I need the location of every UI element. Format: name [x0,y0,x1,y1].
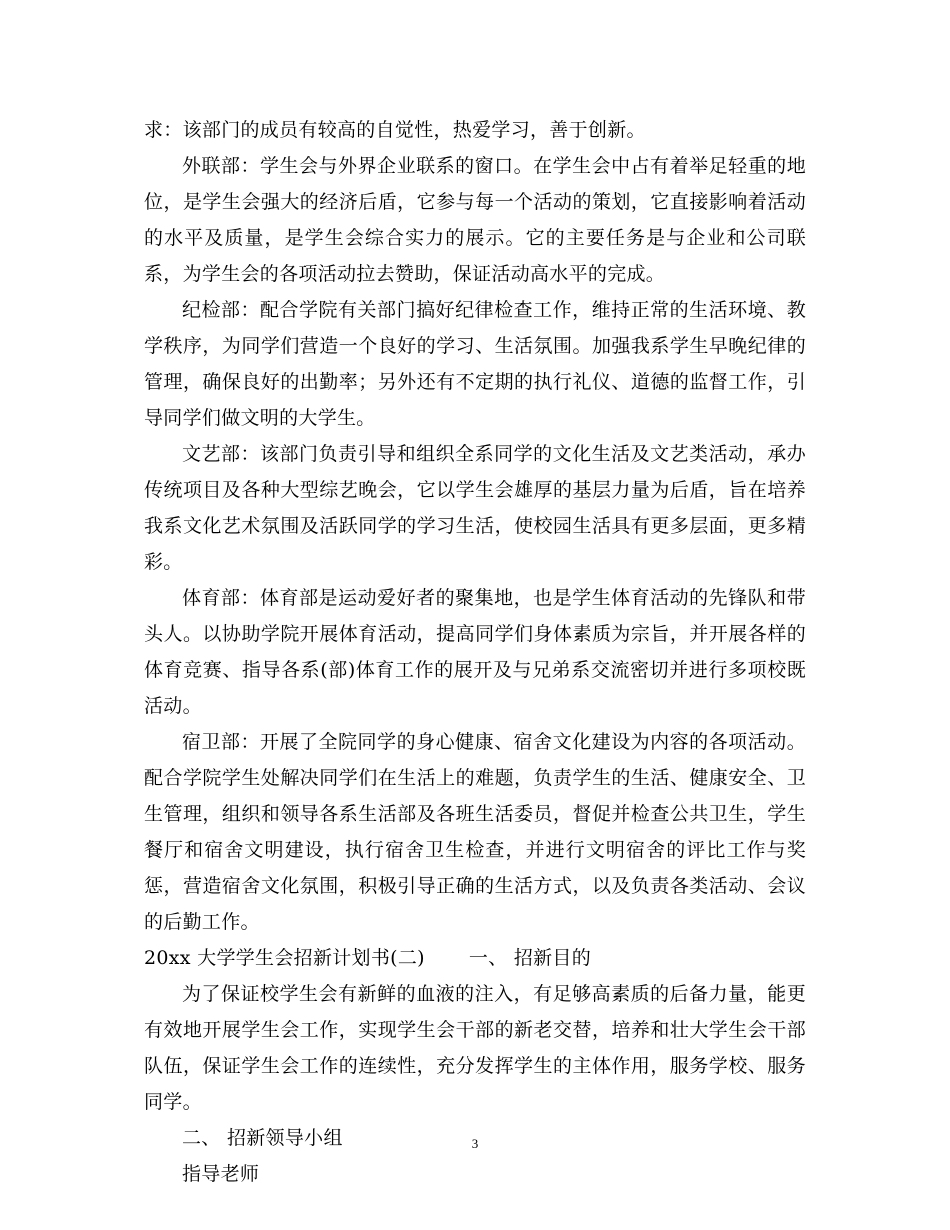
paragraph-recruit-purpose: 为了保证校学生会有新鲜的血液的注入，有足够高素质的后备力量，能更有效地开展学生会工作，实现学生会干部的新老交替，培养和壮大学生会干部队伍，保证学生会工作的连续性，充分发挥学生的主体作用，服务学校、服务同学。 [144,983,806,1113]
section-title: 20xx 大学学生会招新计划书(二) [144,947,425,969]
section-two-heading: 二、 招新领导小组 [182,1127,343,1149]
paragraph-sports: 体育部：体育部是运动爱好者的聚集地，也是学生体育活动的先锋队和带头人。以协助学院开展体育活动，提高同学们身体素质为宗旨，并开展各样的体育竞赛、指导各系(部)体育工作的展开及与兄弟系交流密切并进行多项校既活动。 [144,587,806,717]
section-one-heading: 一、 招新目的 [468,947,592,969]
paragraph-external-relations: 外联部：学生会与外界企业联系的窗口。在学生会中占有着举足轻重的地位，是学生会强大的经济后盾，它参与每一个活动的策划，它直接影响着活动的水平及质量，是学生会综合实力的展示。它的主要任务是与企业和公司联系，为学生会的各项活动拉去赞助，保证活动高水平的完成。 [144,155,806,285]
section-two-item: 指导老师 [182,1163,260,1185]
section-title-line [144,940,806,976]
paragraph-discipline: 纪检部：配合学院有关部门搞好纪律检查工作，维持正常的生活环境、教学秩序，为同学们营造一个良好的学习、生活氛围。加强我系学生早晚纪律的管理，确保良好的出勤率；另外还有不定期的执行礼仪、道德的监督工作，引导同学们做文明的大学生。 [144,299,806,429]
paragraph-arts: 文艺部：该部门负责引导和组织全系同学的文化生活及文艺类活动，承办传统项目及各种大型综艺晚会，它以学生会雄厚的基层力量为后盾，旨在培养我系文化艺术氛围及活跃同学的学习生活，使校园生活具有更多层面，更多精彩。 [144,443,806,573]
document-body [144,112,806,1192]
paragraph-dormitory: 宿卫部：开展了全院同学的身心健康、宿舍文化建设为内容的各项活动。配合学院学生处解决同学们在生活上的难题，负责学生的生活、健康安全、卫生管理，组织和领导各系生活部及各班生活委员，督促并检查公共卫生，学生餐厅和宿舍文明建设，执行宿舍卫生检查，并进行文明宿舍的评比工作与奖惩，营造宿舍文化氛围，积极引导正确的生活方式，以及负责各类活动、会议的后勤工作。 [144,731,806,933]
paragraph-continuation: 求：该部门的成员有较高的自觉性，热爱学习，善于创新。 [144,119,646,141]
page-number: 3 [471,1136,479,1151]
